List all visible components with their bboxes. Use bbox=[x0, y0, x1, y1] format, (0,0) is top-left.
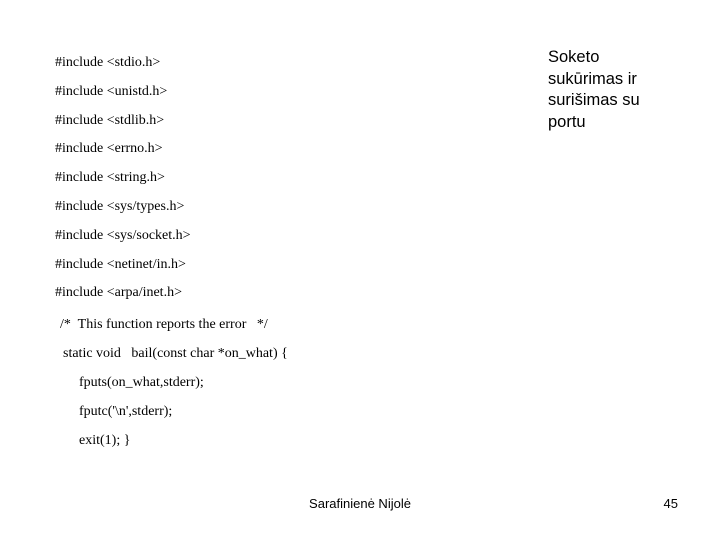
include-line: #include <stdio.h> bbox=[55, 55, 161, 70]
function-body-line: exit(1); } bbox=[79, 433, 131, 448]
slide-title bbox=[548, 47, 698, 133]
function-body-line: fputc('\n',stderr); bbox=[79, 404, 173, 419]
include-line: #include <netinet/in.h> bbox=[55, 257, 186, 272]
include-line: #include <sys/socket.h> bbox=[55, 228, 191, 243]
slide-title-line: surišimas su bbox=[548, 91, 640, 109]
function-body-line: fputs(on_what,stderr); bbox=[79, 375, 204, 390]
slide-title-line: Soketo bbox=[548, 48, 600, 66]
footer-author: Sarafinienė Nijolė bbox=[309, 496, 411, 511]
include-line: #include <unistd.h> bbox=[55, 84, 168, 99]
slide-title-line: portu bbox=[548, 112, 586, 131]
include-line: #include <stdlib.h> bbox=[55, 113, 165, 128]
function-signature: static void bail(const char *on_what) { bbox=[63, 346, 288, 361]
include-line: #include <arpa/inet.h> bbox=[55, 285, 182, 300]
page-number: 45 bbox=[663, 496, 678, 511]
include-line: #include <sys/types.h> bbox=[55, 199, 185, 214]
code-comment: /* This function reports the error */ bbox=[60, 317, 268, 332]
include-line: #include <errno.h> bbox=[55, 141, 163, 156]
slide-title-line: sukūrimas ir bbox=[548, 69, 637, 88]
include-line: #include <string.h> bbox=[55, 170, 165, 185]
